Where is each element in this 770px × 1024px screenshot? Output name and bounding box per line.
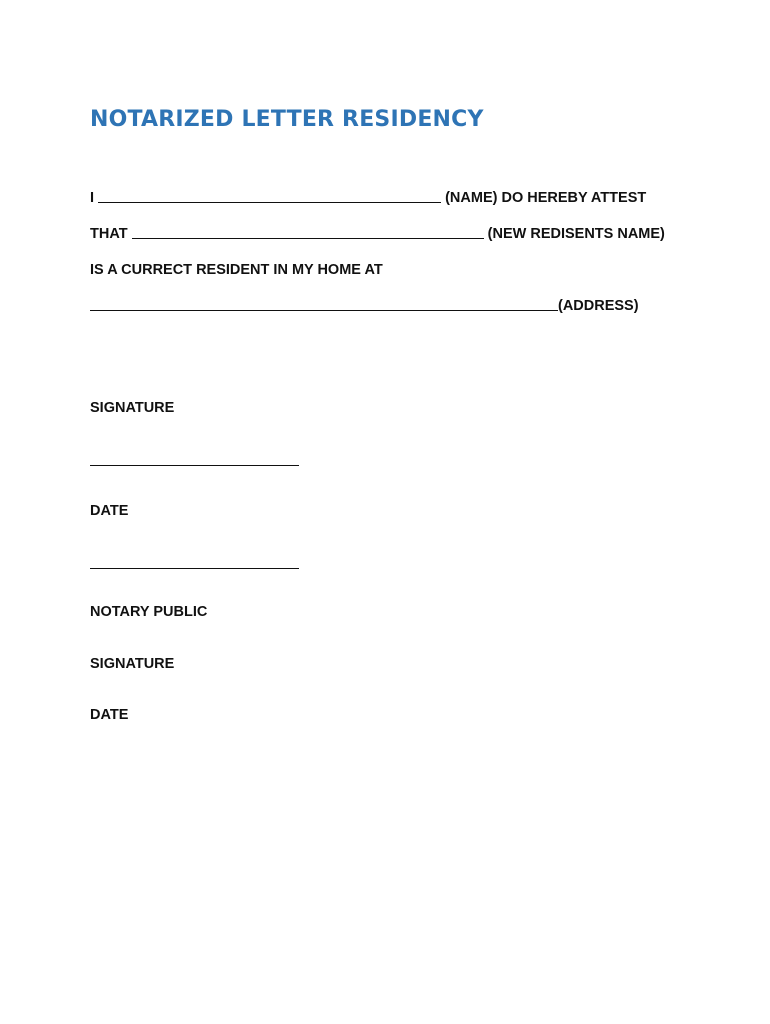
- resident-name-line: [90, 225, 665, 243]
- notary-signature-label: SIGNATURE: [90, 656, 175, 672]
- address-blank: [90, 309, 558, 311]
- address-line: [90, 297, 639, 315]
- attest-line: [90, 189, 646, 207]
- resident-suffix: (NEW REDISENTS NAME): [487, 226, 665, 242]
- signature-label: SIGNATURE: [90, 400, 175, 416]
- date-line: [90, 555, 299, 573]
- document-title: NOTARIZED LETTER RESIDENCY: [90, 107, 484, 132]
- attest-suffix: (NAME) DO HEREBY ATTEST: [445, 190, 647, 206]
- attest-prefix: I: [90, 190, 95, 206]
- notary-date-label: DATE: [90, 707, 129, 723]
- signature-line: [90, 452, 299, 470]
- date-label: DATE: [90, 503, 129, 519]
- signature-blank: [90, 464, 299, 466]
- date-blank: [90, 567, 299, 569]
- notary-public-label: NOTARY PUBLIC: [90, 604, 208, 620]
- resident-prefix: THAT: [90, 226, 128, 242]
- resident-statement: IS A CURRECT RESIDENT IN MY HOME AT: [90, 262, 383, 278]
- address-suffix: (ADDRESS): [558, 298, 639, 314]
- resident-name-blank: [132, 237, 484, 239]
- name-blank: [98, 201, 441, 203]
